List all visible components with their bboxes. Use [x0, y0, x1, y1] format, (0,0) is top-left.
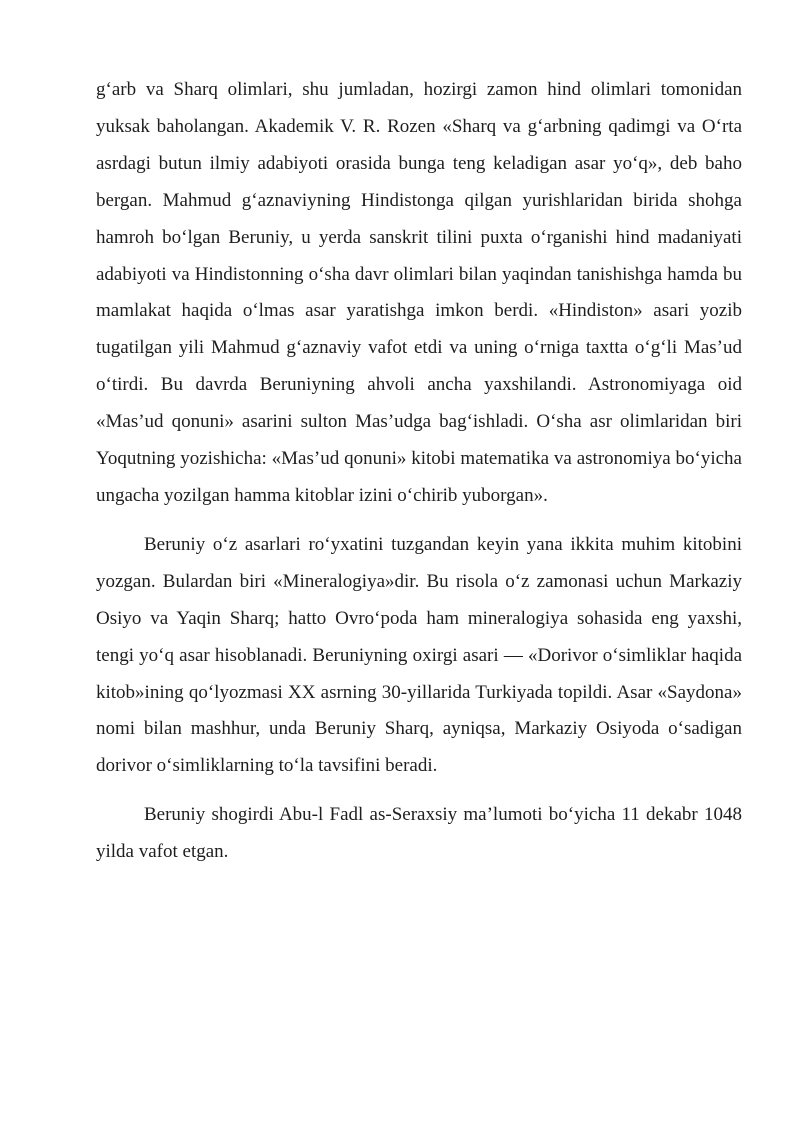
- paragraph: g‘arb va Sharq olimlari, shu jumladan, hozirgi zamon hind olimlari tomonidan yuksak baholangan. Akademik V. R. Rozen «Sharq va g‘arbning qadimgi va O‘rta asrdagi butun ilmiy adabiyoti orasida bunga teng keladigan asar yo‘q», deb baho bergan. Mahmud g‘aznaviyning Hindistonga qilgan yurishlaridan birida shohga hamroh bo‘lgan Beruniy, u yerda sanskrit tilini puxta o‘rganishi hind madaniyati adabiyoti va Hindistonning o‘sha davr olimlari bilan yaqindan tanishishga hamda bu mamlakat haqida o‘lmas asar yaratishga imkon berdi. «Hindiston» asari yozib tugatilgan yili Mahmud g‘aznaviy vafot etdi va uning o‘rniga taxtta o‘g‘li Mas’ud o‘tirdi. Bu davrda Beruniyning ahvoli ancha yaxshilandi. Astronomiyaga oid «Mas’ud qonuni» asarini sulton Mas’udga bag‘ishladi. O‘sha asr olimlaridan biri Yoqutning yozishicha: «Mas’ud qonuni» kitobi matematika va astronomiya bo‘yicha ungacha yozilgan hamma kitoblar izini o‘chirib yuborgan».: [96, 79, 742, 506]
- paragraph: Beruniy o‘z asarlari ro‘yxatini tuzgandan keyin yana ikkita muhim kitobini yozgan. Bulardan biri «Mineralogiya»dir. Bu risola o‘z zamonasi uchun Markaziy Osiyo va Yaqin Sharq; hatto Ovro‘poda ham mineralogiya sohasida eng yaxshi, tengi yo‘q asar hisoblanadi. Beruniyning oxirgi asari — «Dorivor o‘simliklar haqida kitob»ining qo‘lyozmasi XX asrning 30-yillarida Turkiyada topildi. Asar «Saydona» nomi bilan mashhur, unda Beruniy Sharq, ayniqsa, Markaziy Osiyoda o‘sadigan dorivor o‘simliklarning to‘la tavsifini beradi.: [96, 533, 742, 777]
- paragraph: Beruniy shogirdi Abu-l Fadl as-Seraxsiy ma’lumoti bo‘yicha 11 dekabr 1048 yilda vafot etgan.: [96, 804, 742, 863]
- body-text: [96, 72, 742, 871]
